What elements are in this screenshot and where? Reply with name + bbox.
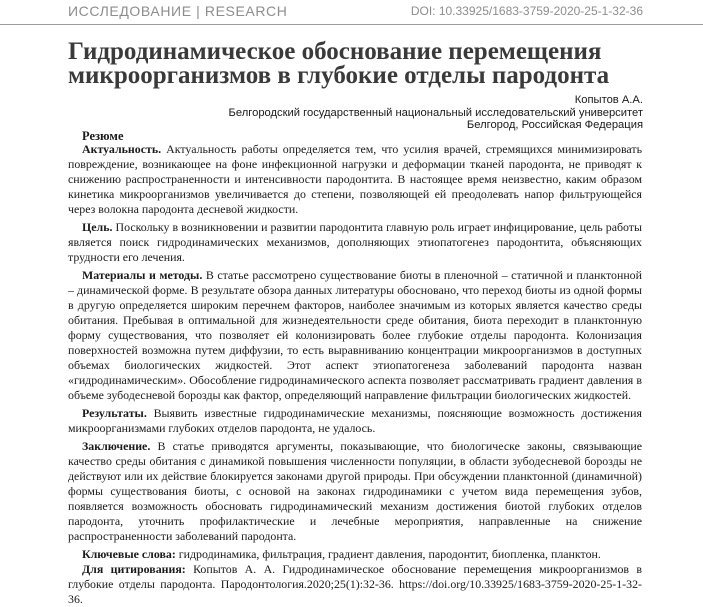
relevance-paragraph	[68, 142, 642, 217]
section-label: ИССЛЕДОВАНИЕ | RESEARCH	[68, 3, 288, 19]
conclusion-label: Заключение.	[82, 439, 151, 453]
keywords-text: гидродинамика, фильтрация, градиент давления, пародонтит, биопленка, планктон.	[175, 547, 601, 561]
conclusion-paragraph	[68, 439, 642, 544]
relevance-text: Актуальность работы определяется тем, что усилия врачей, стремящихся минимизировать повреждение, возникающее на фоне инфекционной нагрузки и деформации тканей пародонта, не приводят к снижению распространенности и интенсивности пародонтита. В настоящее время неизвестно, каким образом кинетика микроорганизмов увеличивается до степени, позволяющей ей преодолевать напор фильтрующейся через волокна пародонта десневой жидкости.	[68, 142, 642, 216]
goal-label: Цель.	[82, 220, 113, 234]
article-title: Гидродинамическое обоснование перемещения микроорганизмов в глубокие отделы пародонта	[68, 38, 610, 89]
keywords-label: Ключевые слова:	[82, 547, 176, 561]
citation-paragraph	[68, 562, 642, 607]
abstract-body	[68, 142, 642, 607]
affiliation-line: Белгородский государственный национальный исследовательский университет	[228, 106, 643, 119]
doi-label: DOI: 10.33925/1683-3759-2020-25-1-32-36	[410, 4, 643, 18]
author-block	[229, 94, 643, 132]
methods-paragraph	[68, 268, 642, 403]
keywords-paragraph	[68, 547, 642, 562]
results-paragraph	[68, 406, 642, 436]
citation-label: Для цитирования:	[82, 562, 186, 576]
results-label: Результаты.	[82, 406, 147, 420]
affiliation-location: Белгород, Российская Федерация	[466, 119, 643, 131]
methods-label: Материалы и методы.	[82, 268, 203, 282]
goal-text: Поскольку в возникновении и развитии пародонтита главную роль играет инфицирование, цель работы является поиск гидродинамических механизмов, дополняющих этиопатогенез пародонтита, объясняющих трудности его лечения.	[68, 220, 642, 264]
results-text: Выявить известные гидродинамические механизмы, поясняющие возможность достижения микроорганизмами глубоких отделов пародонта, не удалось.	[68, 406, 642, 435]
conclusion-text: В статье приводятся аргументы, показывающие, что биологическе законы, связывающие качество среды обитания с динамикой повышения численности популяции, в области зубодесневой борозды не действуют или их действие блокируется законами другой природы. При обсуждении планктонной (динамичной) формы существования биоты, с основой на законах гидродинамики с учетом вида перемещения зубов, появляется возможность обосновать гидродинамический механизм достижения биотой глубоких отделов пародонта, уточнить профилактические и лечебные мероприятия, направленные на снижение распространенности заболеваний пародонта.	[68, 439, 642, 543]
citation-text: Копытов А. А. Гидродинамическое обоснование перемещения микроорганизмов в глубокие отделы пародонта. Пародонтология.2020;25(1):32-36. https://doi.org/10.33925/1683-3759-2020-25-1-32-36.	[68, 562, 642, 606]
page-header	[0, 0, 703, 25]
abstract-heading: Резюме	[82, 129, 124, 143]
methods-text: В статье рассмотрено существование биоты в пленочной – статичной и планктонной – динамической форме. В результате обзора данных литературы обосновано, что переход биоты из одной формы в другую определяется широким перечнем факторов, наиболее значимым из которых является качество среды обитания. Пребывая в оптимальной для жизнедеятельности среде обитания, биота переходит в планктонную форму существования, что позволяет ей колонизировать более глубокие отделы пародонта. Колонизация поверхностей возможна путем диффузии, то есть выравниванию концентрации микроорганизмов в доступных объемах биологических жидкостей. Этот аспект этиопатогенеза заболеваний пародонта назван «гидродинамическим». Обособление гидродинамического аспекта позволяет рассматривать градиент давления в объеме зубодесневой борозды как фактор, определяющий направление фильтрации биологических жидкостей.	[68, 268, 642, 402]
relevance-label: Актуальность.	[82, 142, 162, 156]
author-name: Копытов А.А.	[574, 94, 643, 106]
goal-paragraph	[68, 220, 642, 265]
